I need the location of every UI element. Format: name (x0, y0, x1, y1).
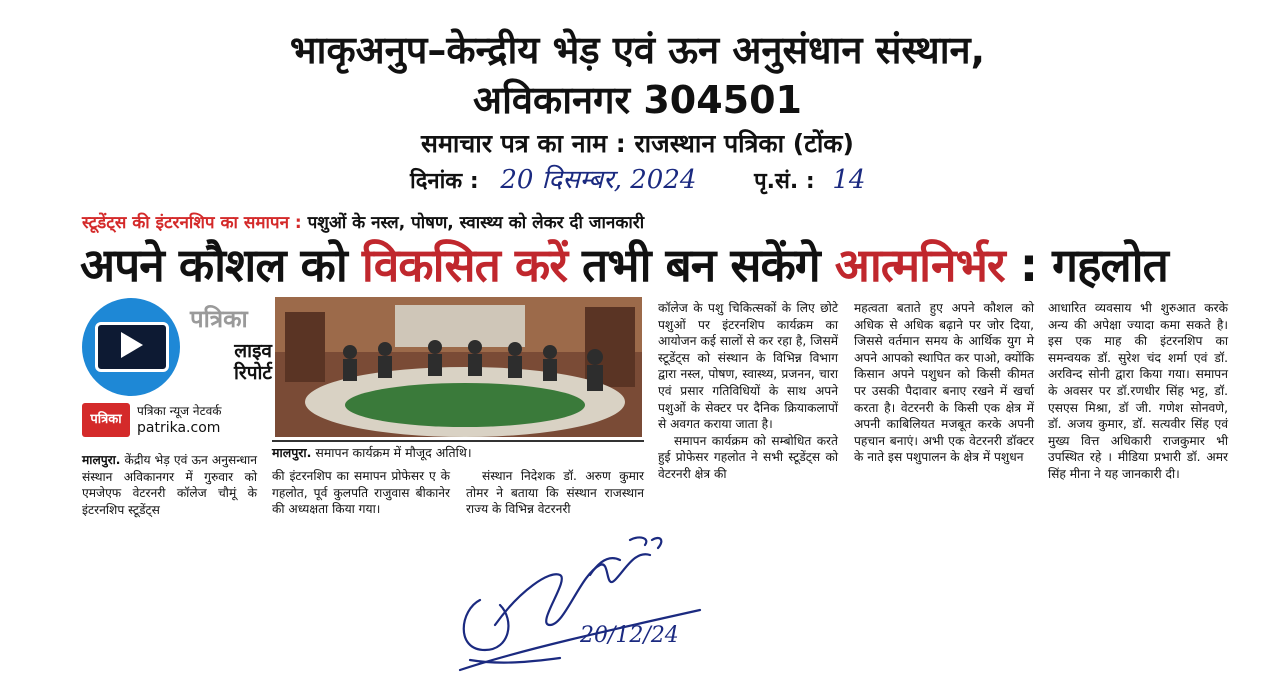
patrika-badge: पत्रिका (82, 403, 130, 437)
dateline: मालपुरा. (82, 453, 121, 467)
col4-text: कॉलेज के पशु चिकित्सकों के लिए छोटे पशुओं पर इंटरनशिप कार्यक्रम का आयोजन कई सालों से कर रहा है, जिसमें स्टूडेंट्स को संस्थान के विभिन्न विभाग द्वारा नस्ल, पोषण, स्वास्थ्य, प्रजनन, चारा एवं प्रसार गतिविधियों के साथ अपने पशुओं के सेक्टर पर दैनिक क्रियाकलापों से अवगत कराया जाता है। (658, 301, 838, 432)
headline-part3: तभी बन सकेंगे (567, 238, 835, 292)
kicker (82, 210, 644, 233)
article-column-1 (82, 452, 257, 518)
logo-word: पत्रिका (190, 305, 248, 333)
institute-name: भाकृअनुप–केन्द्रीय भेड़ एवं ऊन अनुसंधान संस्थान, (289, 28, 986, 72)
headline-part1: अपने कौशल को (80, 238, 362, 292)
article-column-2 (272, 468, 450, 518)
headline-part2: विकसित करें (361, 238, 568, 292)
news-network: पत्रिका न्यूज नेटवर्क (137, 404, 222, 418)
live-line1: लाइव (234, 340, 272, 362)
headline (80, 235, 1168, 295)
event-photo (275, 297, 642, 437)
col1-text: केंद्रीय भेड़ एवं ऊन अनुसन्धान संस्थान अविकानगर में गुरुवार को एमजेएफ वेटरनरी कॉलेज चौमूं के इंटरनशिप स्टूडेंट्स (82, 453, 257, 517)
article-column-5 (854, 300, 1034, 466)
page-label: पृ.सं. : (754, 169, 815, 194)
live-report (200, 340, 272, 384)
institute-address: अविकानगर 304501 (473, 78, 802, 122)
live-line2: रिपोर्ट (234, 362, 272, 384)
date-label: दिनांक : (410, 169, 479, 194)
col3-text: संस्थान निदेशक डॉ. अरुण कुमार तोमर ने बताया कि संस्थान राजस्थान राज्य के विभिन्न वेटरनरी (466, 469, 644, 517)
headline-part5: : गहलोत (1004, 238, 1168, 292)
col6-text: आधारित व्यवसाय भी शुरुआत करके अन्य की अपेक्षा ज्यादा कमा सकते है। इस एक माह की इंटरनशिप का समन्वयक डॉ. सुरेश चंद शर्मा एवं डॉ. अरविन्द सोनी द्वारा किया गया। समापन के अवसर पर डॉ.रणधीर सिंह भट्ट, डॉ. एसएस मिश्रा, डॉ जी. गणेश सोनवणे, डॉ. अजय कुमार, डॉ. सत्यवीर सिंह एवं मुख्य वित्त अधिकारी राजकुमार भी उपस्थित रहे । मीडिया प्रभारी डॉ. अमर सिंह मीना ने यह जानकारी दी। (1048, 301, 1228, 481)
date-page-line (410, 160, 865, 196)
col4-text2: समापन कार्यक्रम को सम्बोधित करते हुई प्रोफेसर गहलोत ने सभी स्टूडेंट्स को वेटरनरी क्षेत्र की (658, 433, 838, 481)
caption-place: मालपुरा. (272, 445, 312, 460)
handwritten-signature (440, 530, 710, 680)
date-value: 20 दिसम्बर, 2024 (500, 165, 697, 195)
kicker-rest: पशुओं के नस्ल, पोषण, स्वास्थ्य को लेकर दी जानकारी (301, 213, 645, 233)
photo-caption (272, 440, 644, 461)
caption-text: समापन कार्यक्रम में मौजूद अतिथि। (311, 445, 472, 460)
headline-part4: आत्मनिर्भर (834, 238, 1005, 292)
newspaper-name: समाचार पत्र का नाम : राजस्थान पत्रिका (टोंक) (421, 129, 854, 158)
article-column-6 (1048, 300, 1228, 483)
signature-date: 20/12/24 (580, 623, 679, 648)
article-column-4 (658, 300, 838, 483)
kicker-red: स्टूडेंट्स की इंटरनशिप का समापन : (82, 213, 302, 233)
photo-illustration (275, 297, 642, 437)
patrika-url: patrika.com (137, 420, 221, 436)
article-column-3 (466, 468, 644, 518)
page-value: 14 (832, 165, 866, 195)
play-icon (121, 332, 143, 358)
col5-text: महत्वता बताते हुए अपने कौशल को अधिक से अधिक बढ़ाने पर जोर दिया, जिससे वर्तमान समय के आर्थिक युग मे अपने आपको स्थापित कर पाओ, क्योंकि किसान अपने पशुधन को किसी कीमत पर उसकी पैदावार बनाए रखने में खर्चा करता है। वेटरनरी के किसी एक क्षेत्र में अपनी काबिलियत मजबूत करके अपनी पहचान बनाएं। अभी एक वेटरनरी डॉक्टर के नाते इस पशुपालन के क्षेत्र में पशुधन (854, 301, 1034, 465)
col2-text: की इंटरनशिप का समापन प्रोफेसर ए के गहलोत, पूर्व कुलपति राजुवास बीकानेर की अध्यक्षता किया गया। (272, 469, 450, 517)
